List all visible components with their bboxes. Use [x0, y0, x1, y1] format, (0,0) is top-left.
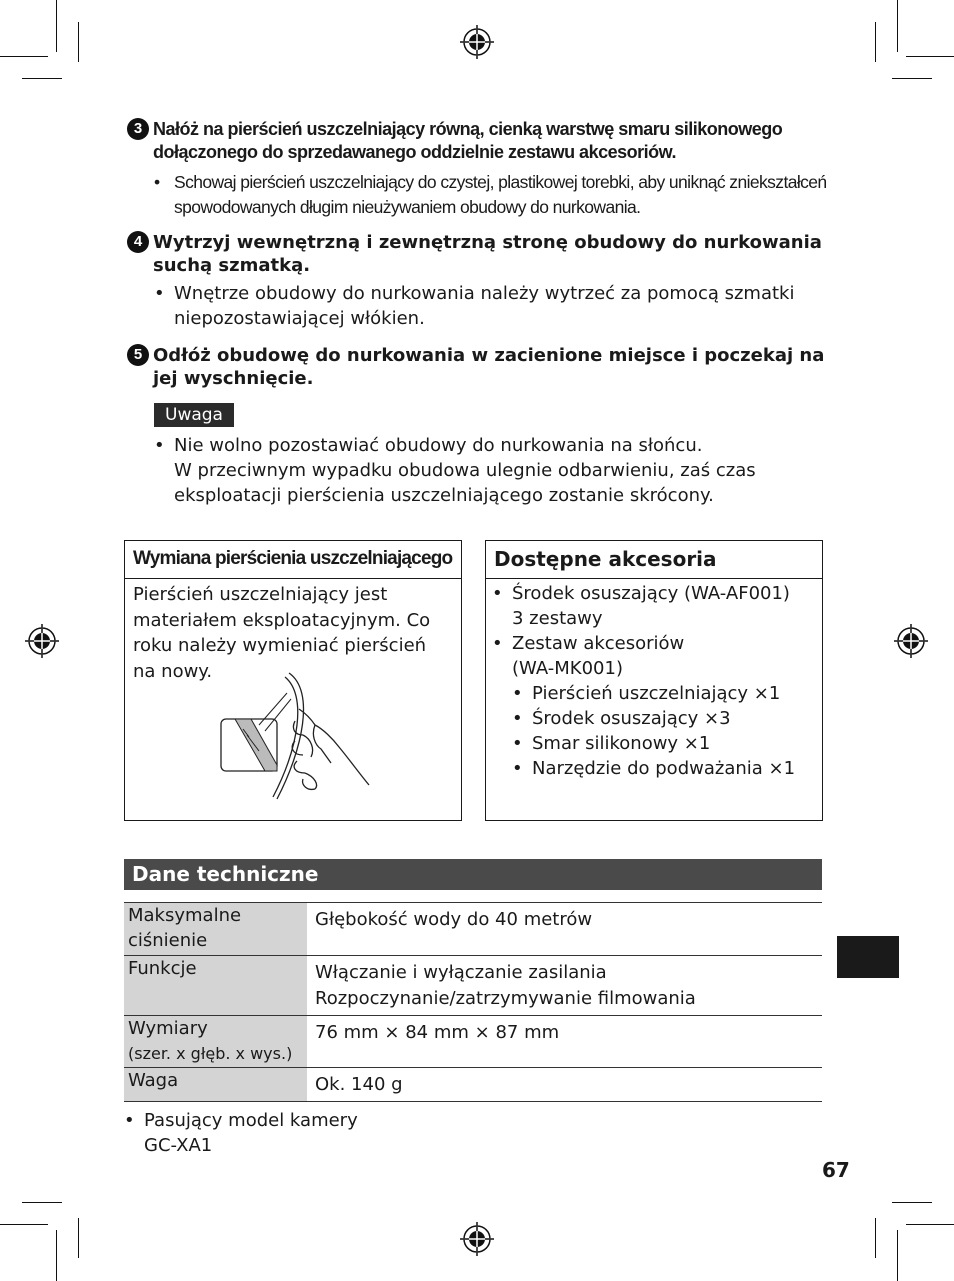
crop-mark — [56, 0, 57, 52]
spec-value: Głębokość wody do 40 metrów — [307, 903, 822, 956]
note-body — [154, 433, 834, 508]
crop-mark — [892, 78, 932, 79]
registration-mark-icon — [894, 624, 928, 658]
step-number-badge: 4 — [127, 231, 149, 253]
spec-value: 76 mm × 84 mm × 87 mm — [307, 1016, 822, 1068]
crop-mark — [892, 1202, 932, 1203]
note-label: Uwaga — [154, 403, 234, 427]
crop-mark — [56, 1230, 57, 1281]
ring-box-text: Pierścień uszczelniający jest materiałem eksploatacyjnym. Co roku należy wymieniać pierścień na nowy. — [133, 584, 431, 682]
crop-mark — [906, 56, 954, 57]
step-number-badge: 3 — [127, 118, 149, 140]
sub-list-item: • Narzędzie do podważania ×1 — [512, 756, 814, 781]
sub-list-item: • Pierścień uszczelniający ×1 — [512, 681, 814, 706]
spec-label: Wymiary (szer. x głęb. x wys.) — [124, 1016, 307, 1068]
crop-mark — [897, 1230, 898, 1281]
note-line: W przeciwnym wypadku obudowa ulegnie odbarwieniu, zaś czas eksploatacji pierścienia uszczelniającego zostanie skrócony. — [174, 460, 756, 506]
spec-label: Maksymalne ciśnienie — [124, 903, 307, 956]
crop-mark — [22, 78, 62, 79]
table-row — [124, 956, 822, 1016]
step-title: Wytrzyj wewnętrzną i zewnętrzną stronę obudowy do nurkowania suchą szmatką. — [153, 232, 822, 276]
hand-holding-ring-illustration — [215, 669, 375, 801]
table-row — [124, 1016, 822, 1068]
crop-mark — [78, 1218, 79, 1258]
spec-value: Włączanie i wyłączanie zasilania Rozpoczynanie/zatrzymywanie filmowania — [307, 956, 822, 1016]
accessories-list — [486, 579, 822, 785]
step-bullet: • Schowaj pierścień uszczelniający do czystej, plastikowej torebki, aby uniknąć zniekształceń spowodowanych długim nieużywaniem obudowy do nurkowania. — [154, 170, 827, 220]
step-3 — [127, 118, 827, 220]
specs-title: Dane techniczne — [124, 859, 822, 890]
sub-list-item: • Smar silikonowy ×1 — [512, 731, 814, 756]
list-item: • Zestaw akcesoriów (WA-MK001) — [492, 631, 814, 681]
crop-mark — [897, 0, 898, 52]
accessories-box-title: Dostępne akcesoria — [486, 541, 822, 579]
list-item: • Środek osuszający (WA-AF001) 3 zestawy — [492, 581, 814, 631]
table-row — [124, 903, 822, 956]
step-title: Nałóż na pierścień uszczelniający równą, cienką warstwę smaru silikonowego dołączonego do sprzedawanego oddzielnie zestawu akcesoriów. — [153, 119, 783, 162]
registration-mark-icon — [460, 1222, 494, 1256]
crop-mark — [22, 1202, 62, 1203]
spec-label: Funkcje — [124, 956, 307, 1016]
spec-value: Ok. 140 g — [307, 1068, 822, 1102]
accessories-box — [485, 540, 823, 821]
note-line: • Nie wolno pozostawiać obudowy do nurkowania na słońcu. — [174, 435, 703, 456]
spec-label: Waga — [124, 1068, 307, 1102]
step-bullet: • Wnętrze obudowy do nurkowania należy wytrzeć za pomocą szmatki niepozostawiającej włókien. — [154, 281, 814, 331]
crop-mark — [78, 22, 79, 62]
sub-list-item: • Środek osuszający ×3 — [512, 706, 814, 731]
step-title: Odłóż obudowę do nurkowania w zacienione miejsce i poczekaj na jej wyschnięcie. — [153, 345, 825, 389]
crop-mark — [906, 1224, 954, 1225]
registration-mark-icon — [460, 25, 494, 59]
step-number-badge: 5 — [127, 344, 149, 366]
ring-replacement-box — [124, 540, 462, 821]
step-4 — [127, 231, 827, 331]
ring-box-title: Wymiana pierścienia uszczelniającego — [125, 541, 461, 579]
table-row — [124, 1068, 822, 1102]
compatible-model: • Pasujący model kamery GC-XA1 — [124, 1108, 524, 1158]
crop-mark — [0, 56, 48, 57]
page-number: 67 — [822, 1158, 850, 1182]
registration-mark-icon — [25, 624, 59, 658]
crop-mark — [0, 1224, 48, 1225]
crop-mark — [875, 22, 876, 62]
step-5 — [127, 344, 827, 390]
side-thumb-tab — [837, 936, 899, 978]
crop-mark — [875, 1218, 876, 1258]
specs-table — [124, 902, 822, 1102]
